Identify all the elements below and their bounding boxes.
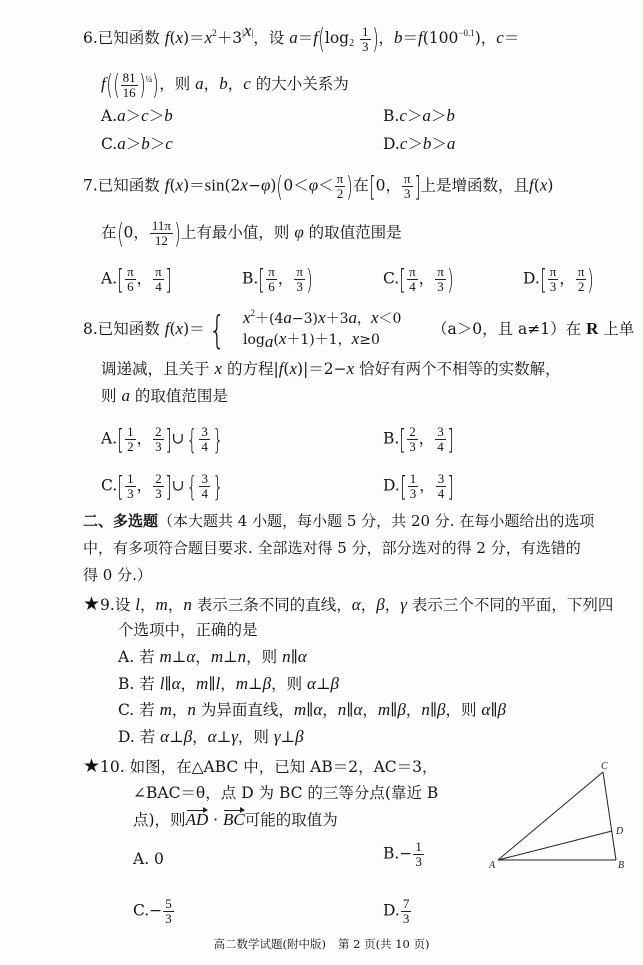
q8-option-b[interactable]: B.[ $\frac{2}{3}$ ， $\frac{3}{4}$ ]: [383, 422, 454, 456]
q6-option-d[interactable]: D.c＞b＞a: [383, 134, 456, 153]
q10-option-b[interactable]: B.− $\frac{1}{3}$: [383, 839, 422, 869]
label-d: D: [616, 826, 624, 837]
q8-option-c[interactable]: C.[ $\frac{1}{3}$ ， $\frac{2}{3}$ ]∪{ $\frac{3}{4}$ }: [101, 469, 224, 503]
q9-option-c[interactable]: C. 若 m，n 为异面直线，m∥α，n∥α，m∥β，n∥β，则 α∥β: [118, 700, 506, 719]
q7-option-b[interactable]: B.[ $\frac{\pi}{6}$ ， $\frac{\pi}{3}$ ): [242, 262, 313, 296]
q6-relation: 的大小关系为: [255, 75, 349, 93]
q8-option-d[interactable]: D.[ $\frac{1}{3}$ ， $\frac{3}{4}$ ]: [383, 469, 455, 503]
q6-option-a[interactable]: A.a＞c＞b: [101, 106, 173, 125]
label-a: A: [489, 860, 496, 871]
q6-number: 6.: [83, 29, 98, 47]
q9-option-d[interactable]: D. 若 α⊥β，α⊥γ，则 γ⊥β: [118, 727, 304, 746]
section2-line1: 二、多选题（本大题共 4 小题，每小题 5 分，共 20 分. 在每小题给出的选项: [83, 512, 595, 530]
q10-option-a[interactable]: A. 0: [133, 850, 164, 868]
q10-option-d[interactable]: D. $\frac{7}{3}$: [383, 896, 410, 926]
side-bc: [603, 772, 616, 860]
q6-text-known: 已知函数: [97, 29, 160, 47]
q8-line1: 8.已知函数 f(x)＝{: [83, 308, 226, 352]
q8-line1-tail: （a＞0，且 a≠1）在 R 上单: [432, 319, 635, 338]
q9-line2: 个选项中，正确的是: [118, 621, 258, 639]
q7-option-d[interactable]: D.[ $\frac{\pi}{3}$ ， $\frac{\pi}{2}$ ): [523, 262, 595, 296]
q8-line3: 则 a 的取值范围是: [101, 386, 228, 405]
footer-page: 第 2 页(共 10 页): [337, 937, 430, 951]
q7-option-c[interactable]: C.[ $\frac{\pi}{4}$ ， $\frac{\pi}{3}$ ): [383, 262, 454, 296]
q7-line2: 在(0， $\frac{11\pi}{12}$ )上有最小值，则 φ 的取值范围是: [101, 216, 402, 250]
q10-option-c[interactable]: C.− $\frac{5}{3}$: [133, 896, 172, 926]
label-c: C: [601, 761, 608, 772]
q10-line2: ∠BAC＝θ，点 D 为 BC 的三等分点(靠近 B: [133, 784, 439, 802]
q8-piece-top: $x^2+(4a-3)x+3a$，x＜0: [243, 308, 402, 327]
q8-line2: 调递减，且关于 x 的方程|f(x)|＝2−x 恰好有两个不相等的实数解，: [101, 359, 561, 378]
section2-heading: 二、多选题: [83, 512, 159, 530]
q9-option-b[interactable]: B. 若 l∥α，m∥l，m⊥β，则 α⊥β: [118, 674, 340, 693]
q6-line2: f(( $\frac{81}{16}$ )$^{\frac{1}{4}}$)，则 a，b，c 的大小关系为: [101, 68, 349, 101]
q9-line1: ★9.设 l，m，n 表示三条不同的直线，α，β，γ 表示三个不同的平面，下列四: [83, 593, 614, 615]
q7-number: 7.: [83, 176, 98, 195]
q10-line3: 点)，则AD · BC可能的取值为: [133, 810, 338, 829]
q6-option-c[interactable]: C.a＞b＞c: [101, 134, 173, 153]
triangle-figure: [488, 758, 633, 873]
q10-number: 10.: [100, 758, 125, 776]
q6-line1: 6.已知函数 $f(x)=x^2+3^{|x|}$，设 $a=f(\log_2$ $\frac{1}{3}$ )，$b=f(100^{-0.1})$，c＝: [83, 21, 520, 55]
q8-number: 8.: [83, 320, 98, 338]
star-icon: ★: [83, 593, 101, 615]
q9-number: 9.: [100, 596, 115, 614]
q6-option-b[interactable]: B.c＞a＞b: [383, 106, 455, 125]
q9-option-a[interactable]: A. 若 m⊥α，m⊥n，则 n∥α: [118, 647, 307, 666]
q8-option-a[interactable]: A.[ $\frac{1}{2}$ ， $\frac{2}{3}$ ]∪{ $\frac{3}{4}$ }: [101, 422, 224, 456]
q7-option-a[interactable]: A.[ $\frac{\pi}{6}$ ， $\frac{\pi}{4}$ ]: [101, 262, 172, 296]
section2-line3: 得 0 分.）: [83, 566, 152, 584]
star-icon: ★: [83, 755, 101, 777]
footer-title: 高二数学试题(附中版): [213, 937, 326, 951]
label-b: B: [618, 860, 625, 871]
q7-line1: 7.已知函数 f(x)＝sin(2x−φ)(0＜φ＜ $\frac{\pi}{2}$ )在[0， $\frac{\pi}{3}$ ]上是增函数，且f(x): [83, 169, 554, 203]
q10-line1: ★10. 如图，在△ABC 中，已知 AB＝2，AC＝3，: [83, 755, 438, 777]
section2-line2: 中，有多项符合题目要求. 全部选对得 5 分，部分选对的得 2 分，有选错的: [83, 539, 581, 557]
q8-piece-bottom: $\log_a(x+1)+1$，x≥0: [243, 329, 380, 351]
page-footer: [0, 936, 643, 952]
